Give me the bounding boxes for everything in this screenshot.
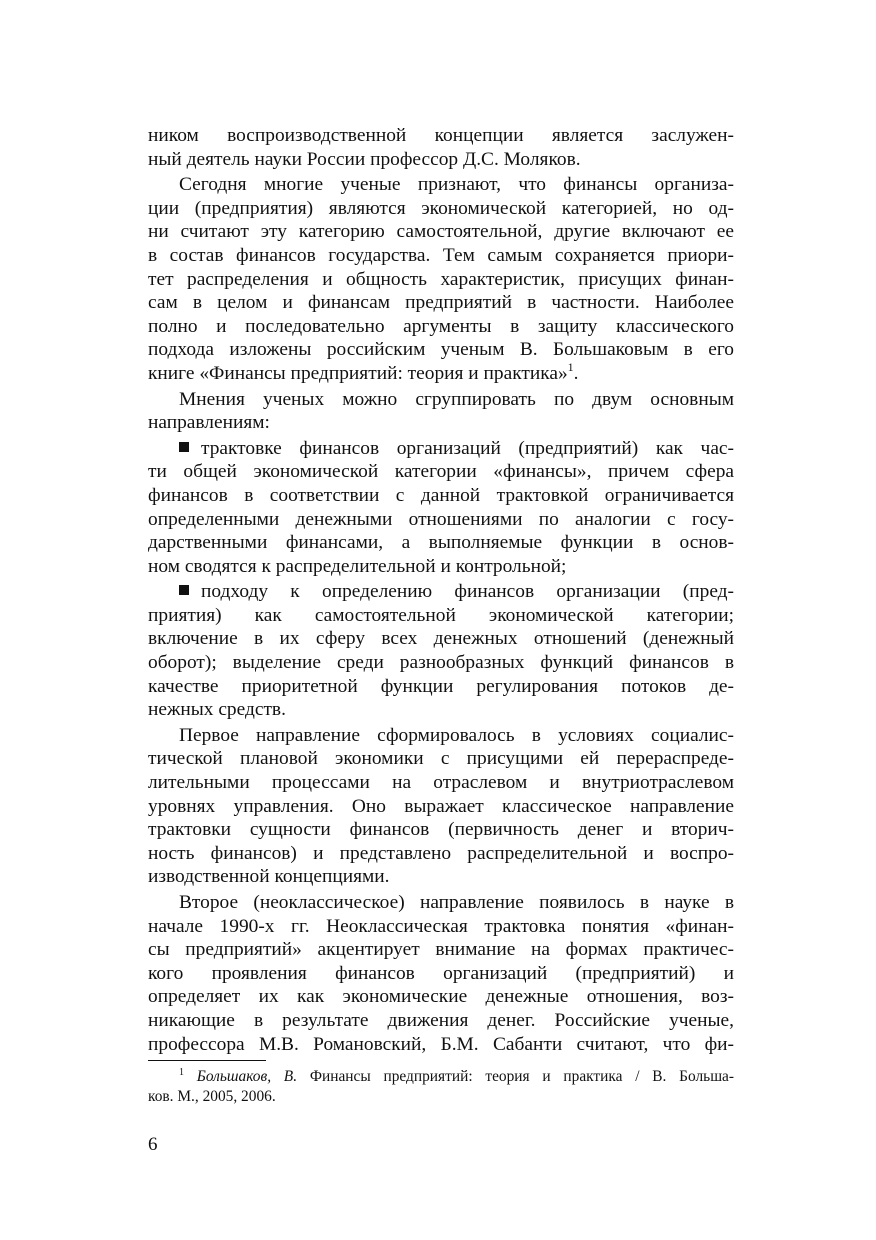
text-line: ником воспроизводственной концепции является заслужен- (148, 125, 734, 146)
text-span: книге «Финансы предприятий: теория и практика» (148, 362, 568, 384)
text-line: определяет их как экономические денежные отношения, воз- (148, 986, 734, 1008)
text-line: кого проявления финансов организаций (предприятий) и (148, 962, 734, 984)
footnote-text: Финансы предприятий: теория и практика / В. Больша- (309, 1068, 735, 1085)
text-line: ность финансов) и представлено распределительной и воспро- (148, 842, 734, 864)
text-line: ти общей экономической категории «финансы», причем сфера (148, 461, 734, 483)
text-line: дарственными финансами, а выполняемые функции в основ- (148, 532, 734, 554)
bullet-item (148, 580, 734, 722)
footnote-line: ков. М., 2005, 2006. (148, 1087, 276, 1105)
text-line: трактовки сущности финансов (первичность денег и вторич- (148, 819, 734, 841)
text-line: оборот); выделение среди разнообразных функций финансов в (148, 652, 734, 674)
text-line: Первое направление сформировалось в условиях социалис- (179, 724, 734, 746)
footnote-author: Большаков, В. (196, 1068, 298, 1085)
text-line: уровнях управления. Оно выражает классическое направление (148, 795, 734, 817)
main-text (148, 124, 734, 1056)
paragraph (148, 724, 734, 889)
paragraph (148, 891, 734, 1056)
text-line: сам в целом и финансам предприятий в частности. Наиболее (148, 292, 734, 314)
footnote-mark: 1 (179, 1067, 184, 1078)
footnote-divider (148, 1060, 266, 1061)
footnote (148, 1067, 734, 1106)
text-line: финансов в соответствии с данной трактовкой ограничивается (148, 484, 734, 506)
text-span: . (573, 362, 579, 384)
text-line: в состав финансов государства. Тем самым сохраняется приори- (148, 244, 734, 266)
text-line: изводственной концепциями. (148, 866, 390, 888)
footnote-line (148, 1067, 734, 1087)
text-line: приятия) как самостоятельной экономической категории; (148, 604, 734, 626)
text-line: определенными денежными отношениями по аналогии с госу- (148, 508, 734, 530)
paragraph (148, 388, 734, 435)
text-line: никающие в результате движения денег. Российские ученые, (148, 1009, 734, 1031)
text-line (148, 359, 734, 386)
text-line: Мнения ученых можно сгруппировать по двум основным (179, 388, 734, 410)
text-line: ции (предприятия) являются экономической категорией, но од- (148, 197, 734, 219)
text-line: лительными процессами на отраслевом и внутриотраслевом (148, 772, 734, 794)
text-line: включение в их сферу всех денежных отношений (денежный (148, 628, 734, 650)
text-line: качестве приоритетной функции регулирования потоков де- (148, 675, 734, 697)
paragraph (148, 124, 734, 171)
text-span: подходу к определению финансов организации (пред- (201, 581, 734, 603)
text-line: тической плановой экономики с присущими ей перераспреде- (148, 748, 734, 770)
text-line: нежных средств. (148, 699, 286, 721)
text-line: начале 1990-х гг. Неоклассическая трактовка понятия «финан- (148, 915, 734, 937)
text-line: ни считают эту категорию самостоятельной, другие включают ее (148, 221, 734, 243)
text-line: ный деятель науки России профессор Д.С. Моляков. (148, 148, 581, 170)
footnote-reference[interactable]: 1 (567, 359, 574, 374)
text-line (148, 437, 734, 461)
page-number: 6 (148, 1134, 158, 1155)
square-bullet-icon (179, 442, 189, 452)
text-line: Второе (неоклассическое) направление появилось в науке в (179, 892, 734, 913)
text-line: полно и последовательно аргументы в защиту классического (148, 315, 734, 337)
text-line: ном сводятся к распределительной и контрольной; (148, 555, 567, 577)
square-bullet-icon (179, 585, 189, 595)
text-line: профессора М.В. Романовский, Б.М. Сабанти считают, что фи- (148, 1033, 734, 1055)
text-line (148, 580, 734, 604)
text-line: сы предприятий» акцентирует внимание на формах практичес- (148, 939, 734, 961)
text-line: тет распределения и общность характеристик, присущих финан- (148, 268, 734, 290)
text-line: Сегодня многие ученые признают, что финансы организа- (179, 174, 734, 196)
text-line: направлениям: (148, 412, 270, 434)
text-span: трактовке финансов организаций (предприятий) как час- (201, 437, 734, 459)
bullet-item (148, 437, 734, 579)
text-line: подхода изложены российским ученым В. Большаковым в его (148, 339, 734, 361)
paragraph (148, 173, 734, 385)
